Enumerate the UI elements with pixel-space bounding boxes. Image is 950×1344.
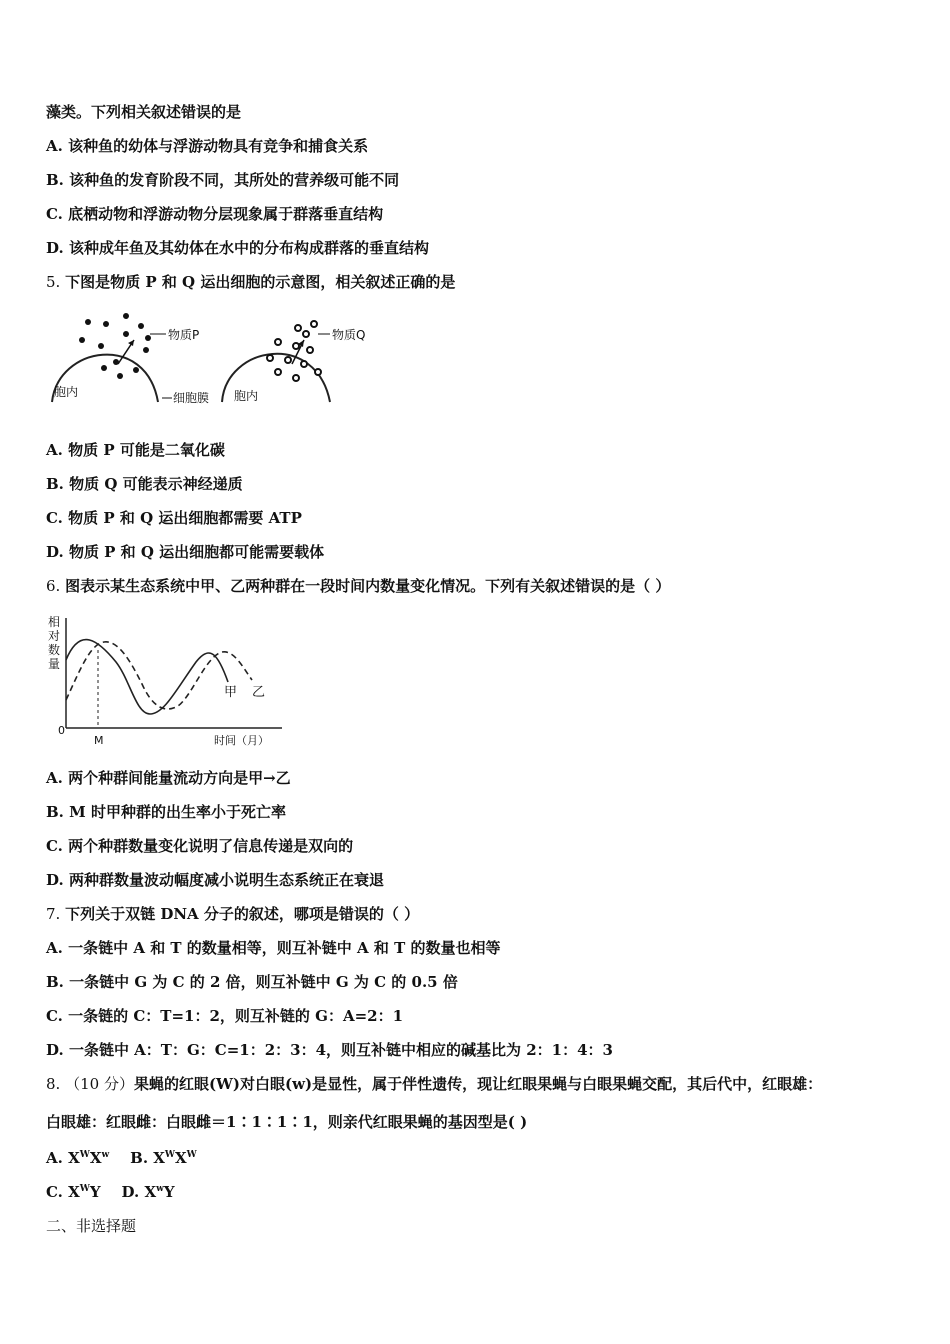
- population-chart: [46, 610, 286, 750]
- option-text: 物质 P 可能是二氧化碳: [68, 441, 225, 459]
- y-label-char-2: 对: [48, 629, 61, 643]
- option-label: C.: [46, 1007, 63, 1025]
- option-label: A.: [46, 137, 63, 155]
- genotype-d: $X^wY$: [144, 1183, 175, 1201]
- q5-option-d: [46, 542, 324, 562]
- q8-stem-line1: [46, 1074, 822, 1094]
- q5-option-b: [46, 474, 243, 494]
- option-text: 该种鱼的幼体与浮游动物具有竞争和捕食关系: [68, 137, 369, 155]
- question-number: 6.: [46, 577, 61, 595]
- option-label: A.: [46, 1149, 63, 1167]
- option-label: B.: [46, 803, 64, 821]
- option-text: 物质 Q 可能表示神经递质: [69, 475, 243, 493]
- q7-option-b: [46, 972, 458, 992]
- x-axis-label: 时间（月）: [214, 734, 269, 747]
- option-label: D.: [46, 871, 64, 889]
- y-label-char-3: 数: [48, 643, 61, 657]
- option-label: D.: [46, 543, 64, 561]
- option-label: B.: [46, 973, 64, 991]
- option-text: 一条链中 A 和 T 的数量相等，则互补链中 A 和 T 的数量也相等: [68, 939, 501, 957]
- option-text: 物质 P 和 Q 运出细胞都需要 ATP: [68, 509, 302, 527]
- q6-option-d: [46, 870, 384, 890]
- option-text: 两个种群间能量流动方向是甲→乙: [68, 769, 291, 787]
- legend-jia: 甲: [224, 685, 238, 700]
- q5-option-a: [46, 440, 225, 460]
- q5-option-c: [46, 508, 302, 528]
- mark-m-label: M: [94, 734, 104, 747]
- option-text: 该种成年鱼及其幼体在水中的分布构成群落的垂直结构: [68, 239, 429, 257]
- y-axis-label: [48, 614, 60, 671]
- option-text: 物质 P 和 Q 运出细胞都可能需要载体: [68, 543, 325, 561]
- option-text: 一条链的 C：T=1：2，则互补链的 G：A=2：1: [68, 1007, 404, 1025]
- option-text: 两个种群数量变化说明了信息传递是双向的: [68, 837, 354, 855]
- legend-yi: 乙: [252, 685, 266, 700]
- q8-options-cd: [46, 1182, 175, 1202]
- option-label: B.: [130, 1149, 149, 1167]
- option-text: 该种鱼的发育阶段不同，其所处的营养级可能不同: [69, 171, 400, 189]
- label-membrane: 细胞膜: [173, 391, 210, 405]
- label-inside-left: 胞内: [54, 385, 79, 399]
- question-text: 图表示某生态系统中甲、乙两种群在一段时间内数量变化情况。下列有关叙述错误的是（ ）: [65, 577, 671, 595]
- substance-p-particles: [79, 313, 151, 379]
- question-number: 7.: [46, 905, 61, 923]
- option-label: C.: [46, 1183, 63, 1201]
- option-label: A.: [46, 769, 63, 787]
- origin-label: 0: [58, 724, 65, 737]
- option-label: C.: [46, 837, 63, 855]
- q4-option-b: [46, 170, 399, 190]
- q7-option-a: [46, 938, 501, 958]
- genotype-b: $X^WX^W$: [153, 1149, 197, 1167]
- substance-q-particles: [267, 321, 321, 381]
- question-number: 5.: [46, 273, 61, 291]
- label-substance-q: 物质Q: [332, 328, 366, 342]
- q4-stem-tail: 藻类。下列相关叙述错误的是: [46, 103, 242, 121]
- q5-stem: [46, 272, 455, 292]
- question-text: 下列关于双链 DNA 分子的叙述，哪项是错误的（ ）: [65, 905, 420, 923]
- option-text: 一条链中 G 为 C 的 2 倍，则互补链中 G 为 C 的 0.5 倍: [69, 973, 458, 991]
- q4-option-c: [46, 204, 383, 224]
- question-number: 8.: [46, 1075, 61, 1093]
- genotype-c: $X^WY$: [68, 1183, 101, 1201]
- option-label: D.: [121, 1183, 140, 1201]
- q7-option-c: [46, 1006, 403, 1026]
- question-score: （10 分）: [65, 1075, 134, 1093]
- label-inside-right: 胞内: [234, 389, 259, 403]
- question-text: 果蝇的红眼(W)对白眼(w)是显性，属于伴性遗传，现让红眼果蝇与白眼果蝇交配，其后代中，红眼雄：: [133, 1075, 823, 1093]
- option-text: 一条链中 A：T：G：C=1：2：3：4，则互补链中相应的碱基比为 2：1：4：3: [68, 1041, 613, 1059]
- option-label: A.: [46, 441, 63, 459]
- q6-option-b: [46, 802, 286, 822]
- series-jia-line: [66, 640, 228, 714]
- q7-option-d: [46, 1040, 613, 1060]
- q6-option-a: [46, 768, 291, 788]
- y-label-char-4: 量: [48, 657, 61, 671]
- q7-stem: [46, 904, 419, 924]
- q8-stem-line2: 白眼雄：红眼雌：白眼雌＝1∶1∶1∶1，则亲代红眼果蝇的基因型是( ): [46, 1113, 528, 1131]
- option-text: 两种群数量波动幅度减小说明生态系统正在衰退: [68, 871, 384, 889]
- q4-option-a: [46, 136, 368, 156]
- question-text: 下图是物质 P 和 Q 运出细胞的示意图，相关叙述正确的是: [65, 273, 456, 291]
- y-label-char-1: 相: [48, 615, 61, 629]
- option-label: B.: [46, 171, 64, 189]
- option-label: B.: [46, 475, 64, 493]
- option-label: C.: [46, 205, 63, 223]
- label-substance-p: 物质P: [168, 328, 200, 342]
- genotype-a: $X^WX^w$: [68, 1149, 110, 1167]
- option-text: M 时甲种群的出生率小于死亡率: [69, 803, 286, 821]
- option-label: C.: [46, 509, 63, 527]
- option-label: D.: [46, 239, 64, 257]
- option-label: A.: [46, 939, 63, 957]
- option-text: 底栖动物和浮游动物分层现象属于群落垂直结构: [68, 205, 384, 223]
- option-label: D.: [46, 1041, 64, 1059]
- q8-options-ab: [46, 1148, 197, 1168]
- section-2-title: 二、非选择题: [46, 1217, 137, 1235]
- q6-stem: [46, 576, 670, 596]
- q6-option-c: [46, 836, 353, 856]
- cell-transport-figure: [46, 306, 376, 416]
- q4-option-d: [46, 238, 429, 258]
